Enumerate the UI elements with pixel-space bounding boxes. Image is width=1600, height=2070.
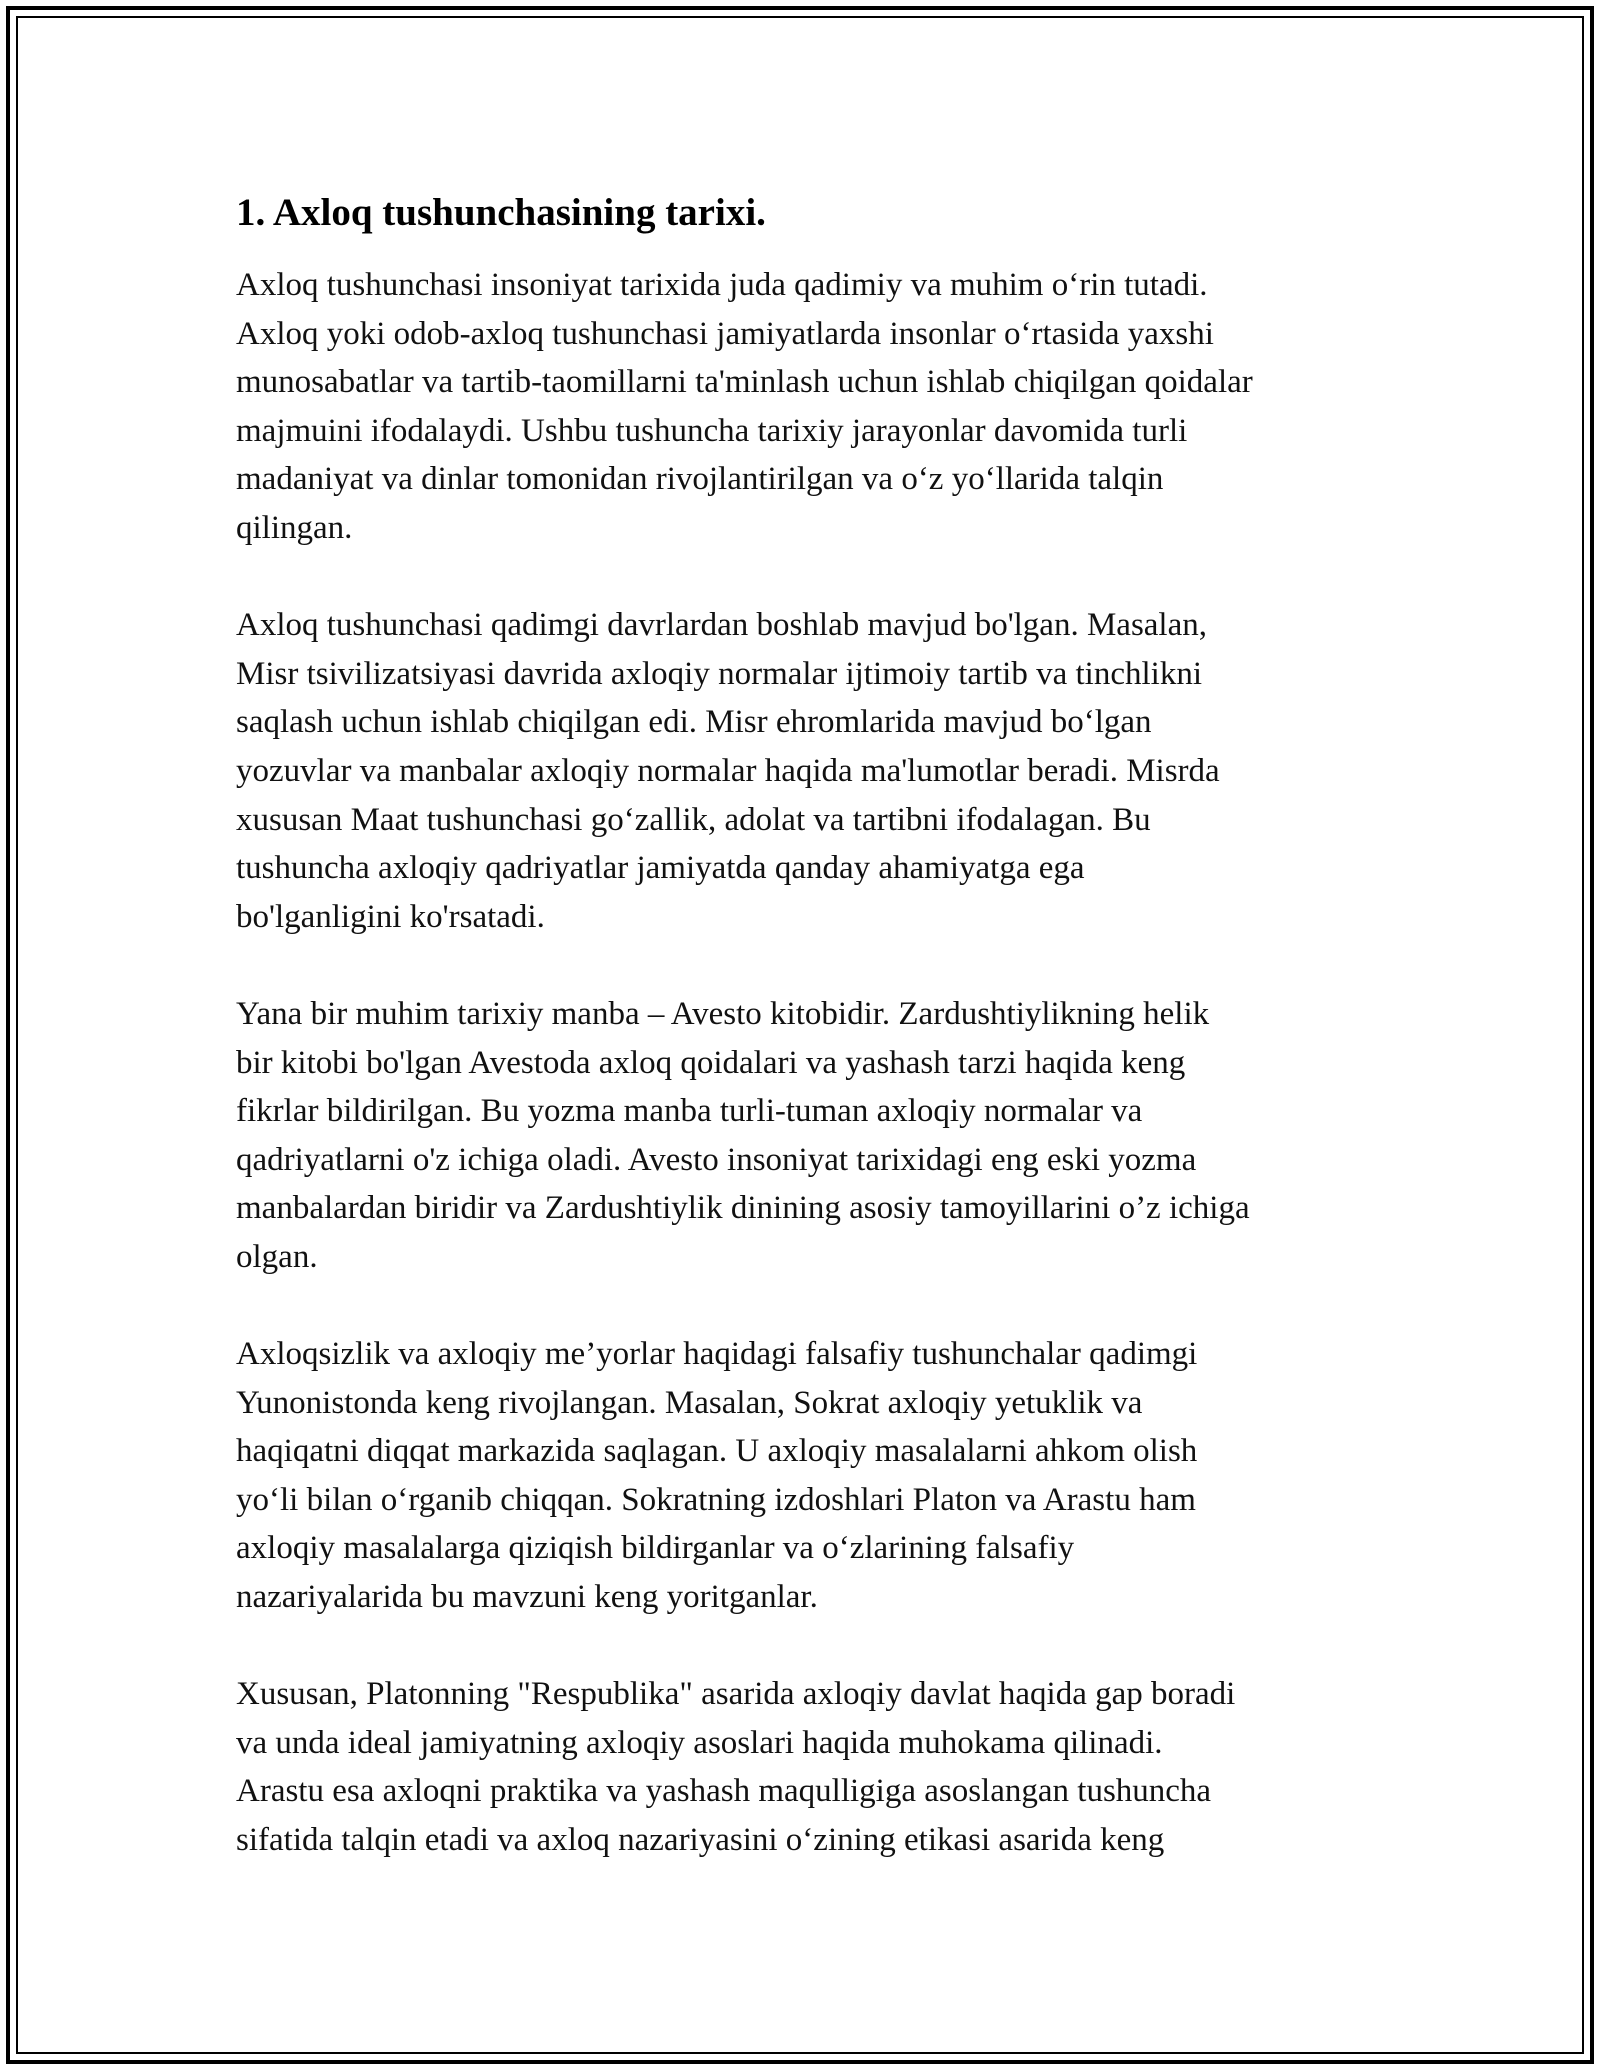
text-line: sifatida talqin etadi va axloq nazariyasini o‘zining etikasi asarida keng — [236, 1822, 1165, 1858]
paragraph-4 — [236, 1330, 1386, 1622]
text-line: saqlash uchun ishlab chiqilgan edi. Misr ehromlarida mavjud bo‘lgan — [236, 704, 1152, 741]
text-line: yo‘li bilan o‘rganib chiqqan. Sokratning izdoshlari Platon va Arastu ham — [236, 1481, 1196, 1518]
text-line: Arastu esa axloqni praktika va yashash maqulligiga asoslangan tushuncha — [236, 1773, 1212, 1810]
paragraph-2 — [236, 601, 1386, 941]
text-line: Axloq tushunchasi insoniyat tarixida juda qadimiy va muhim o‘rin tutadi. — [236, 267, 1208, 303]
text-line: majmuini ifodalaydi. Ushbu tushuncha tarixiy jarayonlar davomida turli — [236, 412, 1188, 449]
text-line: haqiqatni diqqat markazida saqlagan. U axloqiy masalalarni ahkom olish — [236, 1433, 1198, 1470]
text-line: Axloqsizlik va axloqiy me’yorlar haqidagi falsafiy tushunchalar qadimgi — [236, 1336, 1198, 1373]
section-heading: 1. Axloq tushunchasining tarixi. — [236, 191, 766, 234]
text-line: manbalardan biridir va Zardushtiylik dinining asosiy tamoyillarini o’z ichiga — [236, 1190, 1250, 1227]
text-line: xususan Maat tushunchasi go‘zallik, adolat va tartibni ifodalagan. Bu — [236, 801, 1151, 838]
text-line: munosabatlar va tartib-taomillarni ta'minlash uchun ishlab chiqilgan qoidalar — [236, 364, 1253, 401]
text-line: Misr tsivilizatsiyasi davrida axloqiy normalar ijtimoiy tartib va tinchlikni — [236, 655, 1202, 692]
text-line: bo'lganligini ko'rsatadi. — [236, 898, 545, 935]
text-line: bir kitobi bo'lgan Avestoda axloq qoidalari va yashash tarzi haqida keng — [236, 1044, 1186, 1081]
paragraph-1 — [236, 261, 1386, 553]
text-line: qilingan. — [236, 509, 353, 546]
text-line: Axloq yoki odob-axloq tushunchasi jamiyatlarda insonlar o‘rtasida yaxshi — [236, 315, 1214, 352]
text-line: madaniyat va dinlar tomonidan rivojlantirilgan va o‘z yo‘llarida talqin — [236, 461, 1164, 498]
text-line: Xususan, Platonning "Respublika" asarida axloqiy davlat haqida gap boradi — [236, 1676, 1236, 1713]
text-line: Yana bir muhim tarixiy manba – Avesto kitobidir. Zardushtiylikning helik — [236, 995, 1210, 1032]
text-line: Axloq tushunchasi qadimgi davrlardan boshlab mavjud bo'lgan. Masalan, — [236, 607, 1208, 644]
text-line: olgan. — [236, 1238, 318, 1275]
text-line: Yunonistonda keng rivojlangan. Masalan, Sokrat axloqiy yetuklik va — [236, 1384, 1143, 1421]
text-line: tushuncha axloqiy qadriyatlar jamiyatda qanday ahamiyatga ega — [236, 850, 1085, 887]
text-line: va unda ideal jamiyatning axloqiy asoslari haqida muhokama qilinadi. — [236, 1724, 1163, 1761]
text-line: yozuvlar va manbalar axloqiy normalar haqida ma'lumotlar beradi. Misrda — [236, 752, 1220, 789]
paragraph-3 — [236, 990, 1386, 1282]
document-content — [236, 185, 1386, 1913]
paragraph-5 — [236, 1670, 1386, 1864]
text-line: nazariyalarida bu mavzuni keng yoritganlar. — [236, 1579, 818, 1616]
text-line: qadriyatlarni o'z ichiga oladi. Avesto insoniyat tarixidagi eng eski yozma — [236, 1141, 1197, 1178]
text-line: axloqiy masalalarga qiziqish bildirganlar va o‘zlarining falsafiy — [236, 1530, 1075, 1567]
text-line: fikrlar bildirilgan. Bu yozma manba turli-tuman axloqiy normalar va — [236, 1093, 1143, 1130]
